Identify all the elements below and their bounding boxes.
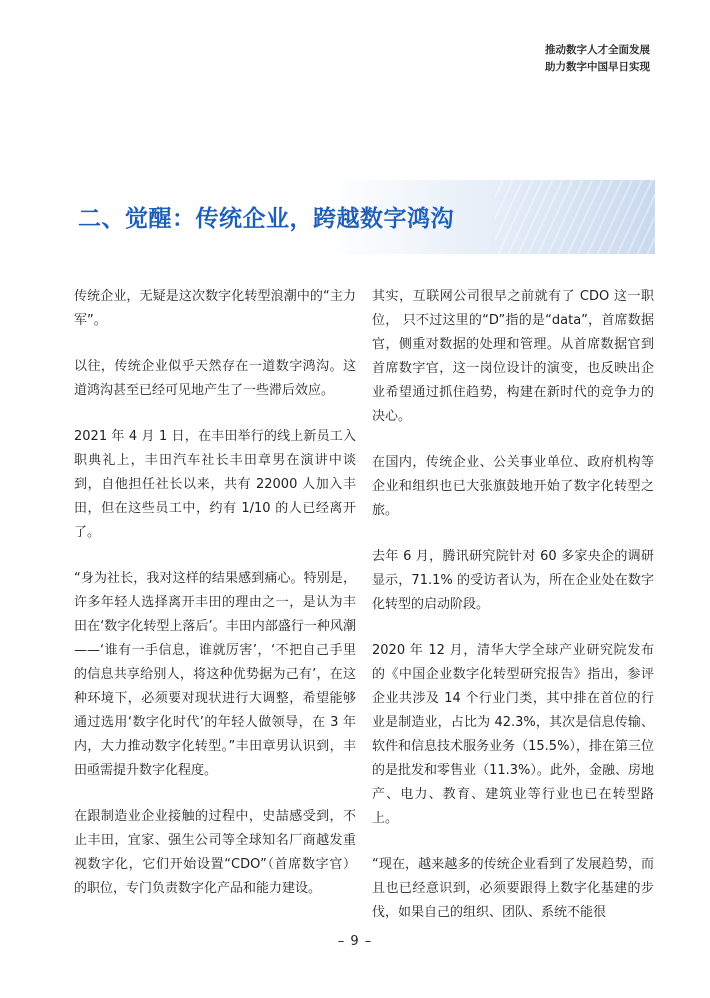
paragraph: “身为社长，我对这样的结果感到痛心。特别是，许多年轻人选择离开丰田的理由之一，是认为丰田在‘数字化转型上落后’。丰田内部盛行一种风潮——‘谁有一手信息，谁就厉害’，‘不把自己手里的信息共享给别人，将这种优势据为己有’，在这种环境下，必须要对现状进行大调整，希望能够通过选用‘数字化时代’的年轻人做领导，在 3 年内，大力推动数字化转型。”丰田章男认识到，丰田亟需提升数字化程度。 xyxy=(74,571,356,778)
section-banner xyxy=(60,180,655,254)
paragraph: 其实，互联网公司很早之前就有了 CDO 这一职位， 只不过这里的“D”指的是“data”，首席数据官，侧重对数据的处理和管理。从首席数据官到首席数字官，这一岗位设计的演变，也反映出企业希望通过抓住趋势，构建在新时代的竞争力的决心。 xyxy=(372,289,654,424)
page-number: – 9 – xyxy=(337,934,373,949)
paragraph: 2020 年 12 月，清华大学全球产业研究院发布的《中国企业数字化转型研究报告》指出，参评企业共涉及 14 个行业门类，其中排在首位的行业是制造业，占比为 42.3%，其次是信息传输、软件和信息技术服务业务（15.5%），排在第三位的是批发和零售业（11.3%）。此外，金融、房地产、电力、教育、建筑业等行业也已在转型路上。 xyxy=(372,643,654,826)
header-line-1: 推动数字人才全面发展 xyxy=(545,44,650,56)
paragraph: 传统企业，无疑是这次数字化转型浪潮中的“主力军”。 xyxy=(74,289,356,328)
right-column xyxy=(372,285,654,947)
paragraph: 以往，传统企业似乎天然存在一道数字鸿沟。这道鸿沟甚至已经可见地产生了一些滞后效应。 xyxy=(74,359,356,398)
paragraph: 2021 年 4 月 1 日，在丰田举行的线上新员工入职典礼上，丰田汽车社长丰田章男在演讲中谈到，自他担任社长以来，共有 22000 人加入丰田，但在这些员工中，约有 1/10 的人已经离开了。 xyxy=(74,429,356,540)
section-title: 二、觉醒：传统企业，跨越数字鸿沟 xyxy=(78,206,454,232)
left-column xyxy=(74,285,356,923)
paragraph: 去年 6 月，腾讯研究院针对 60 多家央企的调研显示，71.1% 的受访者认为，所在企业处在数字化转型的启动阶段。 xyxy=(372,549,654,612)
paragraph: “现在，越来越多的传统企业看到了发展趋势，而且也已经意识到，必须要跟得上数字化基建的步伐，如果自己的组织、团队、系统不能很 xyxy=(372,857,654,920)
banner-decoration xyxy=(495,180,655,254)
paragraph: 在国内，传统企业、公关事业单位、政府机构等企业和组织也已大张旗鼓地开始了数字化转型之旅。 xyxy=(372,455,654,518)
header-line-2: 助力数字中国早日实现 xyxy=(545,61,650,73)
paragraph: 在跟制造业企业接触的过程中，史喆感受到，不止丰田，宜家、强生公司等全球知名厂商越发重视数字化，它们开始设置“CDO”（首席数字官）的职位，专门负责数字化产品和能力建设。 xyxy=(74,809,356,896)
running-header xyxy=(545,42,650,76)
